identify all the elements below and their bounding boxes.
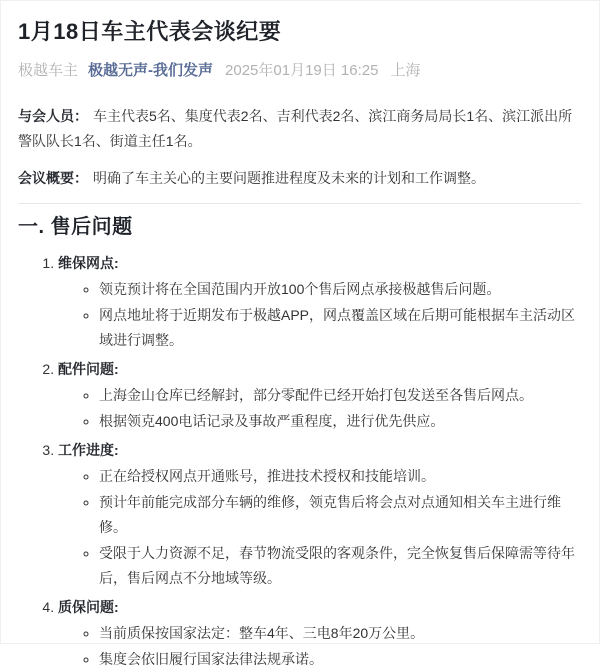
list-item — [58, 251, 581, 353]
topic-title: 配件问题: — [58, 361, 119, 377]
topic-title: 质保问题: — [58, 599, 119, 615]
summary-label: 会议概要： — [18, 170, 88, 186]
attendees-paragraph — [18, 104, 581, 154]
attendees-label: 与会人员： — [18, 108, 88, 124]
point-item: ◦ 受限于人力资源不足，春节物流受限的客观条件，完全恢复售后保障需等待年后，售后网点不分地域等级。 — [99, 541, 581, 591]
point-item: ◦ 根据领克400电话记录及事故严重程度，进行优先供应。 — [99, 409, 581, 434]
publish-datetime: 2025年01月19日 16:25 — [225, 62, 379, 79]
list-item — [58, 438, 581, 591]
article-meta — [18, 61, 581, 80]
list-item — [58, 357, 581, 434]
list-item — [58, 595, 581, 672]
summary-paragraph — [18, 166, 581, 191]
attendees-text: 车主代表5名、集度代表2名、吉利代表2名、滨江商务局局长1名、滨江派出所警队队长1名、街道主任1名。 — [18, 108, 573, 149]
topics-list — [18, 251, 581, 672]
points-list — [58, 621, 581, 672]
point-item: ◦ 网点地址将于近期发布于极越APP，网点覆盖区域在后期可能根据车主活动区域进行调整。 — [99, 303, 581, 353]
section-heading: 一. 售后问题 — [18, 216, 133, 238]
point-item: ◦ 领克预计将在全国范围内开放100个售后网点承接极越售后问题。 — [99, 277, 581, 302]
point-item: ◦ 上海金山仓库已经解封，部分零配件已经开始打包发送至各售后网点。 — [99, 383, 581, 408]
article-container — [1, 1, 599, 667]
section-divider — [18, 203, 581, 204]
points-list — [58, 383, 581, 434]
summary-text: 明确了车主关心的主要问题推进程度及未来的计划和工作调整。 — [93, 170, 485, 186]
point-item: ◦ 正在给授权网点开通账号，推进技术授权和技能培训。 — [99, 464, 581, 489]
point-item: ◦ 预计年前能完成部分车辆的维修，领克售后将会点对点通知相关车主进行维修。 — [99, 490, 581, 540]
account-link[interactable]: 极越无声-我们发声 — [88, 62, 214, 79]
points-list — [58, 277, 581, 353]
publish-location: 上海 — [390, 62, 421, 79]
article-author: 极越车主 — [18, 62, 79, 79]
point-item: ◦ 集度会依旧履行国家法律法规承诺。 — [99, 647, 581, 672]
topic-title: 维保网点: — [58, 255, 119, 271]
topic-title: 工作进度: — [58, 442, 119, 458]
page-title: 1月18日车主代表会谈纪要 — [18, 19, 282, 44]
points-list — [58, 464, 581, 591]
point-item: ◦ 当前质保按国家法定：整车4年、三电8年20万公里。 — [99, 621, 581, 646]
